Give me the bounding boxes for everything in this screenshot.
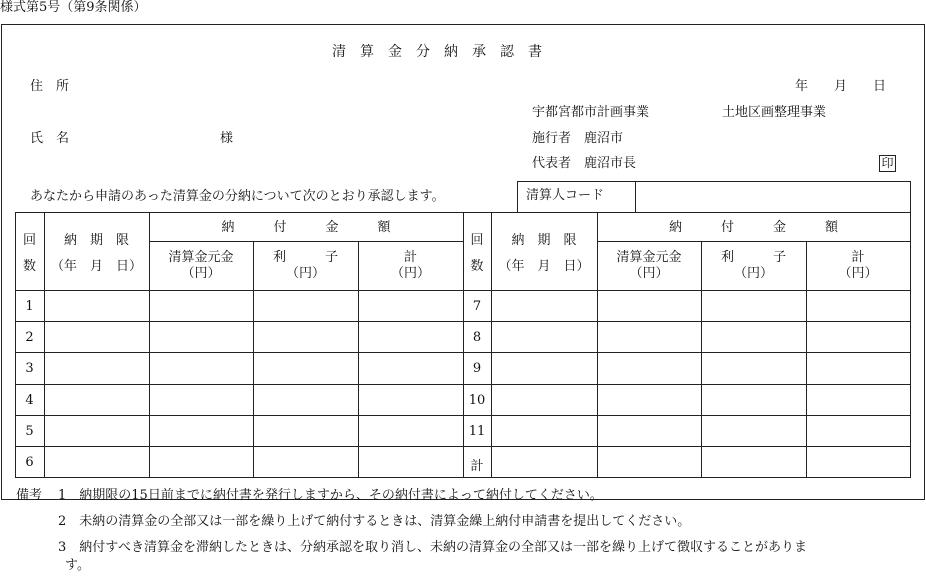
due-date-header: 納 期 限 xyxy=(511,233,577,248)
due-date-format: （年 月 日） xyxy=(498,259,590,274)
project-name: 宇都宮都市計画事業 xyxy=(532,105,650,120)
count-header-top: 回 xyxy=(470,233,484,248)
amount-header: 納 付 金 額 xyxy=(668,220,838,235)
representative-label: 代表者 鹿沼市長 xyxy=(532,156,637,171)
honorific: 様 xyxy=(220,131,234,146)
total-header: 計 （円） xyxy=(390,250,430,282)
row-number: 11 xyxy=(468,424,486,439)
principal-header: 清算金元金 （円） xyxy=(616,250,682,282)
notes-label: 備考 xyxy=(16,488,43,503)
note-item: 2 未納の清算金の全部又は一部を繰り上げて納付するときは、清算金繰上納付申請書を提出してください。 xyxy=(58,514,691,529)
total-header: 計 （円） xyxy=(838,250,878,282)
count-header-bottom: 数 xyxy=(470,259,484,274)
date-label: 年 月 日 xyxy=(795,79,887,94)
name-label: 氏 名 xyxy=(30,131,70,146)
code-label: 清算人コード xyxy=(526,188,605,203)
row-number: 1 xyxy=(25,299,34,314)
row-total-label: 計 xyxy=(470,459,484,474)
row-number: 4 xyxy=(25,393,34,408)
page-title: 清算金分納承認書 xyxy=(332,44,556,60)
row-number: 7 xyxy=(472,299,482,314)
count-header-bottom: 数 xyxy=(22,259,36,274)
form-number: 様式第5号（第9条関係） xyxy=(0,0,147,15)
principal-header: 清算金元金 （円） xyxy=(168,250,234,282)
interest-header: 利 子 （円） xyxy=(272,250,338,282)
note-item-continuation: す。 xyxy=(65,558,90,573)
row-number: 8 xyxy=(472,330,482,345)
row-number: 5 xyxy=(25,424,34,439)
row-number: 2 xyxy=(25,330,34,345)
row-number: 6 xyxy=(25,455,34,470)
interest-header: 利 子 （円） xyxy=(720,250,786,282)
executor-label: 施行者 鹿沼市 xyxy=(532,131,624,146)
address-label: 住 所 xyxy=(30,79,70,94)
due-date-header: 納 期 限 xyxy=(63,233,129,248)
count-header-top: 回 xyxy=(22,233,36,248)
note-item: 3 納付すべき清算金を滞納したときは、分納承認を取り消し、未納の清算金の全部又は一部を繰り上げて徴収することがありま xyxy=(58,540,808,555)
row-number: 10 xyxy=(468,393,486,408)
row-number: 9 xyxy=(472,361,482,376)
project-type: 土地区画整理事業 xyxy=(722,105,827,120)
amount-header: 納 付 金 額 xyxy=(221,220,391,235)
note-item: 1 納期限の15日前までに納付書を発行しますから、その納付書によって納付してください。 xyxy=(58,488,603,503)
due-date-format: （年 月 日） xyxy=(50,259,142,274)
approval-text: あなたから申請のあった清算金の分納について次のとおり承認します。 xyxy=(30,189,445,204)
code-input[interactable] xyxy=(640,185,908,209)
row-number: 3 xyxy=(25,361,34,376)
seal-mark: 印 xyxy=(879,155,896,172)
